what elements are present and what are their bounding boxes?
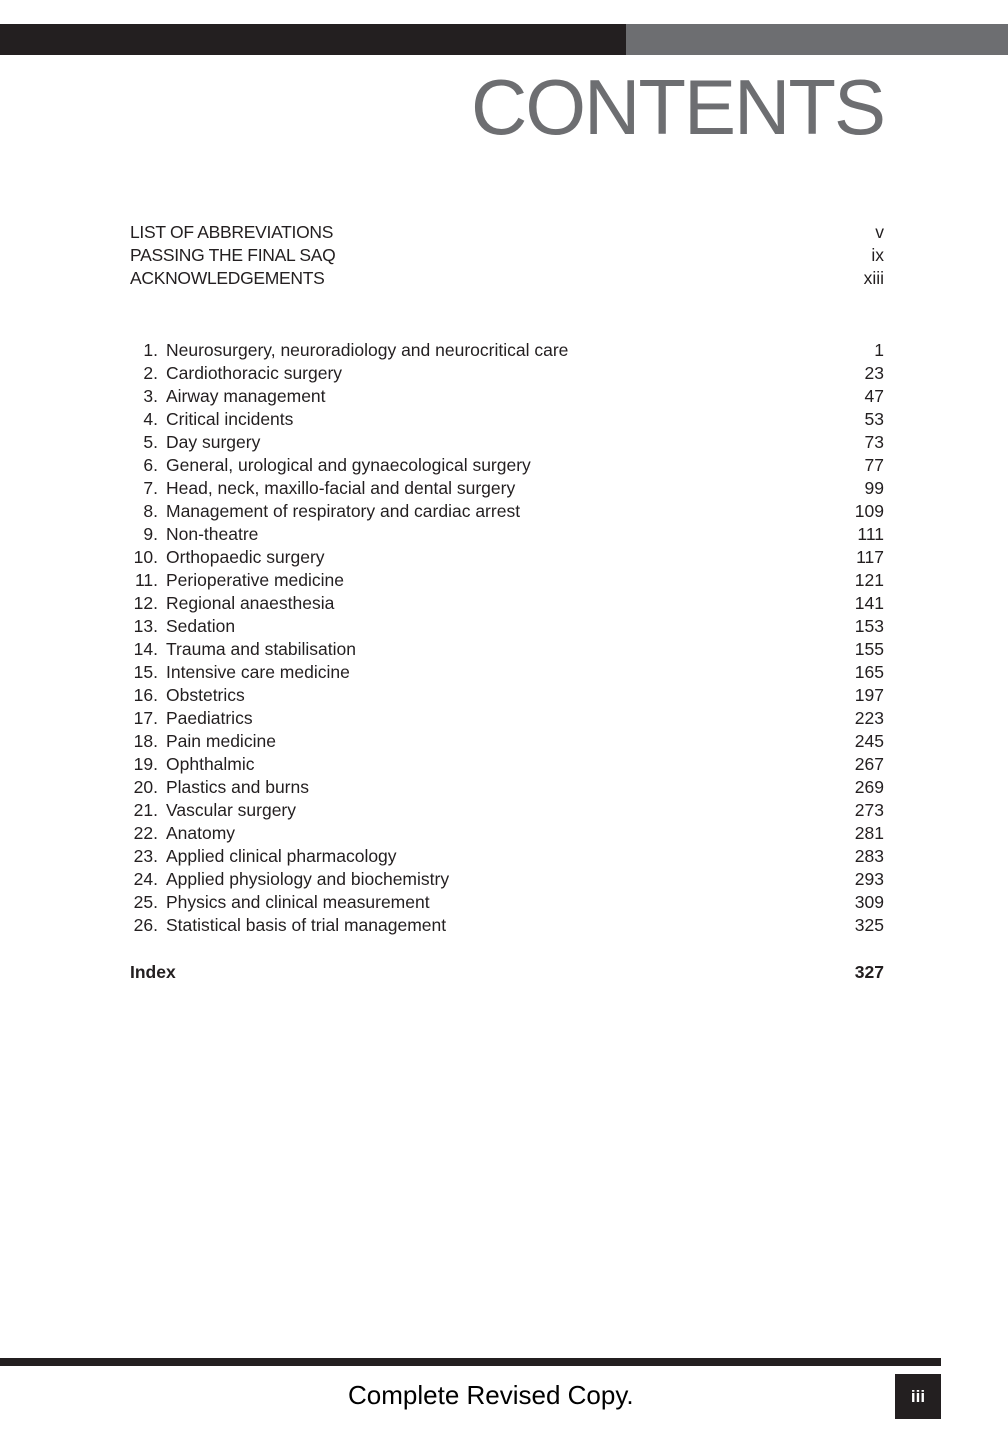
chapter-page: 53 xyxy=(864,409,884,429)
chapter-page: 273 xyxy=(854,800,884,820)
chapter-label: Paediatrics xyxy=(166,708,253,728)
chapter-page: 281 xyxy=(854,823,884,843)
chapter-page: 245 xyxy=(854,731,884,751)
entry-page: xiii xyxy=(863,268,884,288)
chapter-number: 26. xyxy=(133,915,158,935)
chapter-heading xyxy=(130,523,258,546)
chapter-page: 293 xyxy=(854,869,884,889)
chapter-page: 47 xyxy=(864,386,884,406)
chapter-heading xyxy=(130,638,356,661)
chapter-label: Non-theatre xyxy=(166,524,259,544)
chapter-page: 197 xyxy=(854,685,884,705)
chapter-entry[interactable] xyxy=(130,523,884,546)
chapter-page: 73 xyxy=(864,432,884,452)
entry-label: ACKNOWLEDGEMENTS xyxy=(130,268,325,288)
chapter-heading xyxy=(130,592,334,615)
chapter-entry[interactable] xyxy=(130,891,884,914)
chapter-number: 7. xyxy=(143,478,158,498)
chapter-label: General, urological and gynaecological surgery xyxy=(166,455,531,475)
chapter-page: 153 xyxy=(854,616,884,636)
chapter-page: 99 xyxy=(864,478,884,498)
chapter-number: 13. xyxy=(133,616,158,636)
chapter-number: 5. xyxy=(143,432,158,452)
chapter-number: 18. xyxy=(133,731,158,751)
chapter-entry[interactable] xyxy=(130,799,884,822)
chapter-heading xyxy=(130,569,344,592)
chapter-number: 20. xyxy=(133,777,158,797)
chapter-number: 21. xyxy=(133,800,158,820)
front-matter-list xyxy=(130,221,884,290)
chapter-heading xyxy=(130,385,326,408)
chapter-label: Anatomy xyxy=(166,823,236,843)
footer-text: Complete Revised Copy. xyxy=(348,1380,634,1410)
chapter-heading xyxy=(130,661,350,684)
chapter-heading xyxy=(130,914,446,937)
chapter-entry[interactable] xyxy=(130,592,884,615)
chapter-page: 111 xyxy=(857,524,884,544)
chapter-page: 77 xyxy=(864,455,884,475)
chapter-heading xyxy=(130,615,235,638)
chapter-label: Applied physiology and biochemistry xyxy=(166,869,450,889)
chapter-page: 283 xyxy=(854,846,884,866)
chapter-entry[interactable] xyxy=(130,845,884,868)
entry-page: ix xyxy=(871,245,884,265)
chapter-entry[interactable] xyxy=(130,822,884,845)
index-page: 327 xyxy=(854,962,884,982)
chapter-label: Critical incidents xyxy=(166,409,294,429)
chapter-page: 267 xyxy=(854,754,884,774)
chapter-label: Cardiothoracic surgery xyxy=(166,363,343,383)
chapter-entry[interactable] xyxy=(130,454,884,477)
chapter-entry[interactable] xyxy=(130,868,884,891)
chapter-heading xyxy=(130,799,296,822)
chapter-entry[interactable] xyxy=(130,431,884,454)
chapter-number: 11. xyxy=(134,570,158,590)
chapter-number: 6. xyxy=(143,455,158,475)
front-matter-entry[interactable] xyxy=(130,267,884,290)
chapter-label: Perioperative medicine xyxy=(166,570,345,590)
chapter-label: Trauma and stabilisation xyxy=(166,639,357,659)
chapter-label: Head, neck, maxillo-facial and dental surgery xyxy=(166,478,516,498)
chapter-label: Obstetrics xyxy=(166,685,245,705)
chapter-label: Orthopaedic surgery xyxy=(166,547,325,567)
chapter-entry[interactable] xyxy=(130,385,884,408)
chapter-heading xyxy=(130,362,342,385)
chapter-label: Plastics and burns xyxy=(166,777,309,797)
chapter-entry[interactable] xyxy=(130,776,884,799)
chapter-entry[interactable] xyxy=(130,500,884,523)
chapter-entry[interactable] xyxy=(130,615,884,638)
chapter-number: 4. xyxy=(143,409,158,429)
header-bar-dark xyxy=(0,24,626,55)
chapter-label: Statistical basis of trial management xyxy=(166,915,447,935)
chapter-number: 25. xyxy=(133,892,158,912)
chapter-entry[interactable] xyxy=(130,408,884,431)
chapter-label: Physics and clinical measurement xyxy=(166,892,430,912)
chapter-number: 10. xyxy=(133,547,158,567)
chapter-heading xyxy=(130,684,245,707)
page-title: CONTENTS xyxy=(471,63,884,151)
chapter-heading xyxy=(130,845,397,868)
chapter-heading xyxy=(130,454,531,477)
page-number: iii xyxy=(910,1386,926,1406)
index-label: Index xyxy=(130,962,176,982)
chapter-entry[interactable] xyxy=(130,753,884,776)
chapter-heading xyxy=(130,730,276,753)
chapter-entry[interactable] xyxy=(130,661,884,684)
chapter-heading xyxy=(130,707,253,730)
chapter-heading xyxy=(130,477,515,500)
chapter-number: 12. xyxy=(133,593,158,613)
header-bar-grey xyxy=(626,24,1008,55)
chapter-entry[interactable] xyxy=(130,569,884,592)
chapter-label: Vascular surgery xyxy=(166,800,297,820)
entry-label: LIST OF ABBREVIATIONS xyxy=(130,222,334,242)
chapter-entry[interactable] xyxy=(130,730,884,753)
chapter-page: 121 xyxy=(854,570,884,590)
chapter-page: 1 xyxy=(874,340,884,360)
chapter-heading xyxy=(130,891,430,914)
chapter-entry[interactable] xyxy=(130,684,884,707)
chapter-heading xyxy=(130,822,235,845)
chapter-list xyxy=(130,339,884,937)
chapter-page: 165 xyxy=(854,662,884,682)
chapter-number: 24. xyxy=(133,869,158,889)
chapter-page: 223 xyxy=(854,708,884,728)
chapter-heading xyxy=(130,753,255,776)
chapter-entry[interactable] xyxy=(130,707,884,730)
chapter-number: 2. xyxy=(143,363,158,383)
chapter-page: 23 xyxy=(864,363,884,383)
chapter-label: Applied clinical pharmacology xyxy=(166,846,397,866)
chapter-heading xyxy=(130,339,568,362)
chapter-number: 17. xyxy=(133,708,158,728)
chapter-label: Pain medicine xyxy=(166,731,276,751)
chapter-page: 109 xyxy=(854,501,884,521)
chapter-label: Sedation xyxy=(166,616,236,636)
front-matter-entry[interactable] xyxy=(130,244,884,267)
chapter-number: 23. xyxy=(133,846,158,866)
chapter-number: 19. xyxy=(133,754,158,774)
chapter-page: 269 xyxy=(854,777,884,797)
page-number-badge xyxy=(895,1374,941,1419)
chapter-heading xyxy=(130,431,260,454)
chapter-heading xyxy=(130,546,325,569)
chapter-page: 141 xyxy=(854,593,884,613)
chapter-label: Management of respiratory and cardiac arrest xyxy=(166,501,521,521)
chapter-page: 309 xyxy=(854,892,884,912)
chapter-number: 8. xyxy=(143,501,158,521)
chapter-number: 3. xyxy=(143,386,158,406)
index-entry[interactable] xyxy=(130,961,884,984)
chapter-entry[interactable] xyxy=(130,914,884,937)
chapter-label: Ophthalmic xyxy=(166,754,255,774)
chapter-entry[interactable] xyxy=(130,477,884,500)
footer-bar xyxy=(0,1358,941,1366)
chapter-heading xyxy=(130,408,293,431)
chapter-heading xyxy=(130,868,449,891)
chapter-number: 14. xyxy=(133,639,158,659)
chapter-label: Neurosurgery, neuroradiology and neurocritical care xyxy=(166,340,569,360)
chapter-heading xyxy=(130,500,520,523)
chapter-page: 155 xyxy=(854,639,884,659)
chapter-number: 22. xyxy=(133,823,158,843)
chapter-page: 325 xyxy=(854,915,884,935)
chapter-number: 9. xyxy=(143,524,158,544)
chapter-label: Airway management xyxy=(166,386,326,406)
chapter-number: 16. xyxy=(133,685,158,705)
chapter-entry[interactable] xyxy=(130,546,884,569)
entry-label: PASSING THE FINAL SAQ xyxy=(130,245,336,265)
chapter-entry[interactable] xyxy=(130,638,884,661)
front-matter-entry[interactable] xyxy=(130,221,884,244)
chapter-heading xyxy=(130,776,309,799)
chapter-page: 117 xyxy=(856,547,884,567)
entry-page: v xyxy=(875,222,884,242)
chapter-label: Day surgery xyxy=(166,432,261,452)
chapter-label: Regional anaesthesia xyxy=(166,593,335,613)
chapter-number: 1. xyxy=(143,340,158,360)
chapter-entry[interactable] xyxy=(130,339,884,362)
chapter-entry[interactable] xyxy=(130,362,884,385)
chapter-label: Intensive care medicine xyxy=(166,662,350,682)
chapter-number: 15. xyxy=(133,662,158,682)
